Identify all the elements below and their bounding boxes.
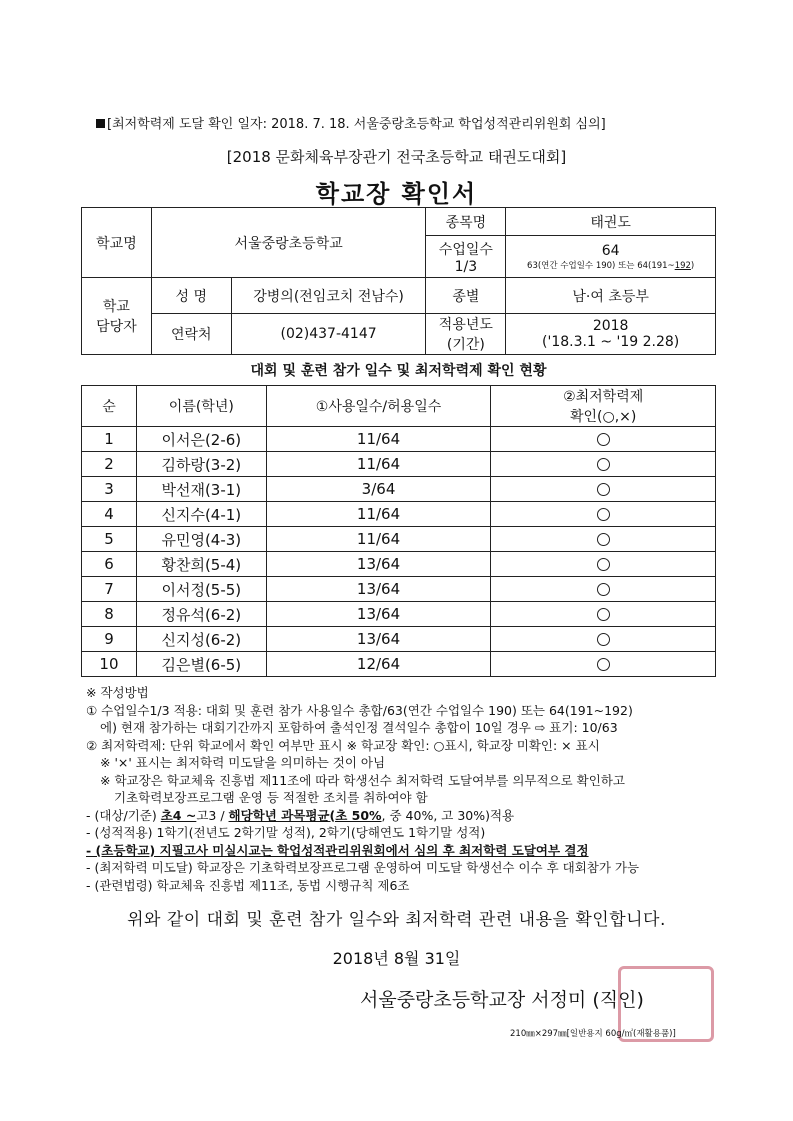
row-days: 11/64 — [266, 527, 491, 552]
row-name: 김하랑(3-2) — [136, 452, 266, 477]
circle-mark-icon — [597, 508, 610, 521]
days-value-cell — [506, 236, 716, 278]
row-check — [491, 602, 716, 627]
paper-spec-footer: 210㎜×297㎜[일반용지 60g/㎡(재활용품)] — [510, 1029, 676, 1039]
note-2c: ※ 학교장은 학교체육 진흥법 제11조에 따라 학생선수 최저학력 도달여부를 의무적으로 확인하고 — [100, 772, 625, 788]
days-value: 64 — [601, 242, 620, 259]
row-no: 8 — [82, 602, 137, 627]
table-row — [82, 627, 716, 652]
row-name: 정유석(6-2) — [136, 602, 266, 627]
row-days: 12/64 — [266, 652, 491, 677]
school-name: 서울중랑초등학교 — [151, 208, 426, 278]
header-note-text: [최저학력제 도달 확인 일자: 2018. 7. 18. 서울중랑초등학교 학업성적관리위원회 심의] — [107, 117, 606, 132]
row-days: 3/64 — [266, 477, 491, 502]
table-row — [82, 552, 716, 577]
table-row — [82, 652, 716, 677]
note-3-pre: - (대상/기준) — [86, 807, 161, 823]
name-value: 강병의(전임코치 전남수) — [231, 278, 426, 314]
row-no: 6 — [82, 552, 137, 577]
manager-label-2: 담당자 — [96, 319, 137, 335]
confirm-text: 위와 같이 대회 및 훈련 참가 일수와 최저학력 관련 내용을 확인합니다. — [127, 910, 666, 930]
note-6: - (최저학력 미도달) 학교장은 기초학력보장프로그램 운영하여 미도달 학생선수 이수 후 대회참가 가능 — [86, 860, 640, 875]
row-days: 13/64 — [266, 602, 491, 627]
row-check — [491, 652, 716, 677]
school-label: 학교명 — [82, 208, 152, 278]
row-days: 11/64 — [266, 502, 491, 527]
table-row — [82, 427, 716, 452]
note-1b: 에) 현재 참가하는 대회기간까지 포함하여 출석인정 결석일수 총합이 10일 경우 ⇨ 표기: 10/63 — [100, 720, 618, 735]
manager-label-1: 학교 — [102, 299, 130, 315]
note-4: - (성적적용) 1학기(전년도 2학기말 성적), 2학기(당해연도 1학기말 성적) — [86, 825, 486, 840]
row-name: 신지성(6-2) — [136, 627, 266, 652]
circle-mark-icon — [597, 608, 610, 621]
info-table — [81, 207, 716, 355]
year-label-1: 적용년도 — [438, 317, 493, 333]
note-3-u2: 해당학년 과목평균(초 50% — [228, 807, 382, 823]
note-7: - (관련법령) 학교체육 진흥법 제11조, 동법 시행규칙 제6조 — [86, 877, 410, 893]
year-label — [426, 314, 506, 355]
sport-value: 태권도 — [506, 208, 716, 236]
circle-mark-icon — [597, 633, 610, 646]
row-name: 이서정(5-5) — [136, 577, 266, 602]
row-no: 3 — [82, 477, 137, 502]
sport-label: 종목명 — [426, 208, 506, 236]
note-3-end: , 중 40%, 고 30%)적용 — [381, 807, 515, 823]
row-no: 9 — [82, 627, 137, 652]
row-name: 유민영(4-3) — [136, 527, 266, 552]
row-check — [491, 527, 716, 552]
square-bullet-icon — [96, 119, 105, 128]
row-no: 7 — [82, 577, 137, 602]
note-2b: ※ '×' 표시는 최저학력 미도달을 의미하는 것이 아님 — [100, 755, 386, 770]
table-header-row — [82, 386, 716, 427]
row-days: 13/64 — [266, 577, 491, 602]
table-body — [82, 427, 716, 677]
days-label-1: 수업일수 — [438, 241, 493, 258]
list-title: 대회 및 훈련 참가 일수 및 최저학력제 확인 현황 — [250, 363, 547, 379]
table-row — [82, 452, 716, 477]
table-row — [82, 527, 716, 552]
row-check — [491, 427, 716, 452]
days-note — [506, 259, 715, 271]
col-days-header: ①사용일수/허용일수 — [266, 386, 491, 427]
row-check — [491, 477, 716, 502]
col-check-header — [491, 386, 716, 427]
row-check — [491, 627, 716, 652]
issue-date: 2018년 8월 31일 — [332, 949, 461, 968]
note-3 — [86, 807, 639, 825]
circle-mark-icon — [597, 433, 610, 446]
col-no-header: 순 — [82, 386, 137, 427]
circle-mark-icon — [597, 583, 610, 596]
note-5: - (초등학교) 지필고사 미실시교는 학업성적관리위원회에서 심의 후 최저학력 도달여부 결정 — [86, 842, 589, 858]
row-name: 신지수(4-1) — [136, 502, 266, 527]
row-no: 4 — [82, 502, 137, 527]
row-days: 13/64 — [266, 552, 491, 577]
header-note — [96, 113, 606, 132]
row-name: 박선재(3-1) — [136, 477, 266, 502]
circle-mark-icon — [597, 533, 610, 546]
category-value: 남·여 초등부 — [506, 278, 716, 314]
days-note-underlined: 192 — [674, 260, 691, 271]
row-days: 11/64 — [266, 452, 491, 477]
year-value: 2018 — [592, 318, 629, 334]
table-row — [82, 477, 716, 502]
row-days: 11/64 — [266, 427, 491, 452]
note-3-u1: 초4 ~ — [160, 807, 197, 823]
row-days: 13/64 — [266, 627, 491, 652]
circle-mark-icon — [597, 458, 610, 471]
note-1a: ① 수업일수1/3 적용: 대회 및 훈련 참가 사용일수 총합/63(연간 수업일수 190) 또는 64(191~192) — [86, 702, 633, 718]
row-no: 2 — [82, 452, 137, 477]
name-label: 성 명 — [151, 278, 231, 314]
days-label-2: 1/3 — [454, 258, 478, 275]
year-label-2: (기간) — [446, 337, 485, 353]
col-check-header-2: 확인(○,×) — [569, 409, 637, 425]
manager-label — [82, 278, 152, 355]
row-check — [491, 577, 716, 602]
note-2a: ② 최저학력제: 단위 학교에서 확인 여부만 표시 ※ 학교장 확인: ○표시, 학교장 미확인: × 표시 — [86, 737, 600, 753]
row-no: 1 — [82, 427, 137, 452]
contact-value: (02)437-4147 — [231, 314, 426, 355]
row-no: 10 — [82, 652, 137, 677]
circle-mark-icon — [597, 558, 610, 571]
row-name: 이서은(2-6) — [136, 427, 266, 452]
writing-notes — [86, 684, 639, 894]
event-title: [2018 문화체육부장관기 전국초등학교 태권도대회] — [226, 148, 567, 166]
table-row — [82, 577, 716, 602]
document-title: 학교장 확인서 — [315, 180, 478, 208]
contact-label: 연락처 — [151, 314, 231, 355]
row-name: 황찬희(5-4) — [136, 552, 266, 577]
col-name-header: 이름(학년) — [136, 386, 266, 427]
row-check — [491, 452, 716, 477]
table-row — [82, 502, 716, 527]
days-label — [426, 236, 506, 278]
circle-mark-icon — [597, 658, 610, 671]
row-check — [491, 502, 716, 527]
note-3-mid: 고3 / — [196, 807, 229, 823]
circle-mark-icon — [597, 483, 610, 496]
row-check — [491, 552, 716, 577]
year-value-cell — [506, 314, 716, 355]
days-note-end: ) — [690, 260, 695, 271]
table-row — [82, 602, 716, 627]
note-2d: 기초학력보장프로그램 운영 등 적절한 조치를 취하여야 함 — [114, 790, 428, 805]
notes-heading: ※ 작성방법 — [86, 685, 149, 700]
principal-signature: 서울중랑초등학교장 서정미 (직인) — [360, 989, 644, 1011]
row-no: 5 — [82, 527, 137, 552]
days-note-text: 63(연간 수업일수 190) 또는 64(191~ — [527, 260, 675, 271]
year-period: ('18.3.1 ~ '19 2.28) — [542, 334, 680, 350]
category-label: 종별 — [426, 278, 506, 314]
row-name: 김은별(6-5) — [136, 652, 266, 677]
participant-table — [81, 385, 716, 677]
col-check-header-1: ②최저학력제 — [563, 389, 644, 405]
